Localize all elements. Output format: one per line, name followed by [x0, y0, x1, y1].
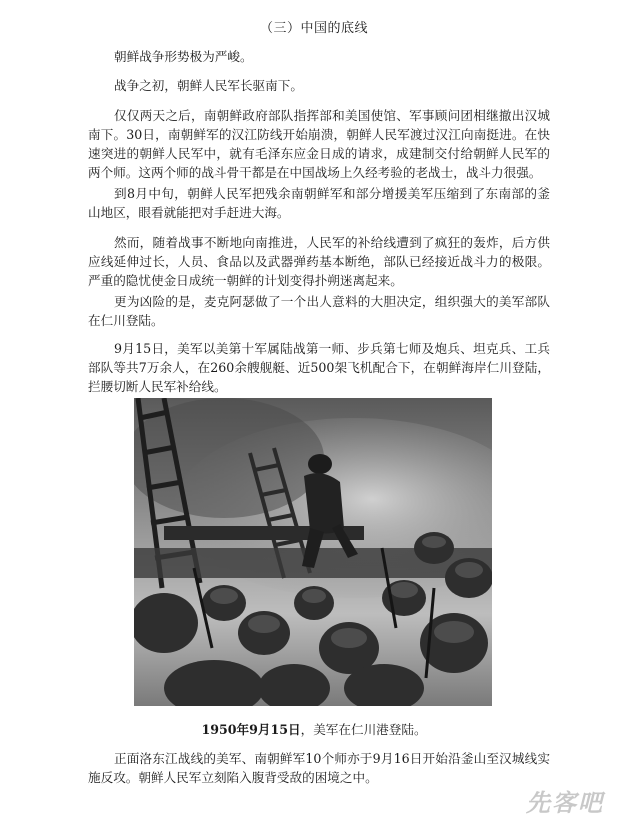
section-title: （三）中国的底线	[259, 21, 368, 36]
paragraph-3: 仅仅两天之后，南朝鲜政府部队指挥部和美国使馆、军事顾问团相继撤出汉城南下。30日，南朝鲜军的汉江防线开始崩溃，朝鲜人民军渡过汉江向南挺进。在快速突进的朝鲜人民军中，就有毛泽东应金日成的请求，成建制交付给朝鲜人民军的两个师。这两个师的战斗骨干都是在中国战场上久经考验的老战士，战斗力很强。	[88, 108, 550, 180]
caption-date: 1950年9月15日	[201, 722, 301, 737]
watermark-logo: 先客吧	[526, 789, 604, 817]
paragraph-1: 朝鲜战争形势极为严峻。	[114, 49, 253, 64]
landing-photo-illustration	[134, 398, 492, 706]
paragraph-2: 战争之初，朝鲜人民军长驱南下。	[114, 78, 303, 93]
paragraph-5: 然而，随着战事不断地向南推进，人民军的补给线遭到了疯狂的轰炸，后方供应线延伸过长，人员、食品以及武器弹药基本断绝，部队已经接近战斗力的极限。严重的隐忧使金日成统一朝鲜的计划变得扑朔迷离起来。	[88, 235, 550, 288]
paragraph-4: 到8月中旬，朝鲜人民军把残余南朝鲜军和部分增援美军压缩到了东南部的釜山地区，眼看就能把对手赶进大海。	[88, 186, 550, 220]
caption-text: ，美军在仁川港登陆。	[300, 722, 427, 737]
landing-photo	[134, 398, 492, 706]
paragraph-6: 更为凶险的是，麦克阿瑟做了一个出人意料的大胆决定，组织强大的美军部队在仁川登陆。	[88, 294, 550, 328]
photo-caption	[0, 719, 628, 738]
paragraph-8: 正面洛东江战线的美军、南朝鲜军10个师亦于9月16日开始沿釜山至汉城线实施反攻。朝鲜人民军立刻陷入腹背受敌的困境之中。	[88, 751, 550, 785]
paragraph-7: 9月15日，美军以美第十军属陆战第一师、步兵第七师及炮兵、坦克兵、工兵部队等共7万余人，在260余艘舰艇、近500架飞机配合下，在朝鲜海岸仁川登陆，拦腰切断人民军补给线。	[88, 341, 550, 394]
